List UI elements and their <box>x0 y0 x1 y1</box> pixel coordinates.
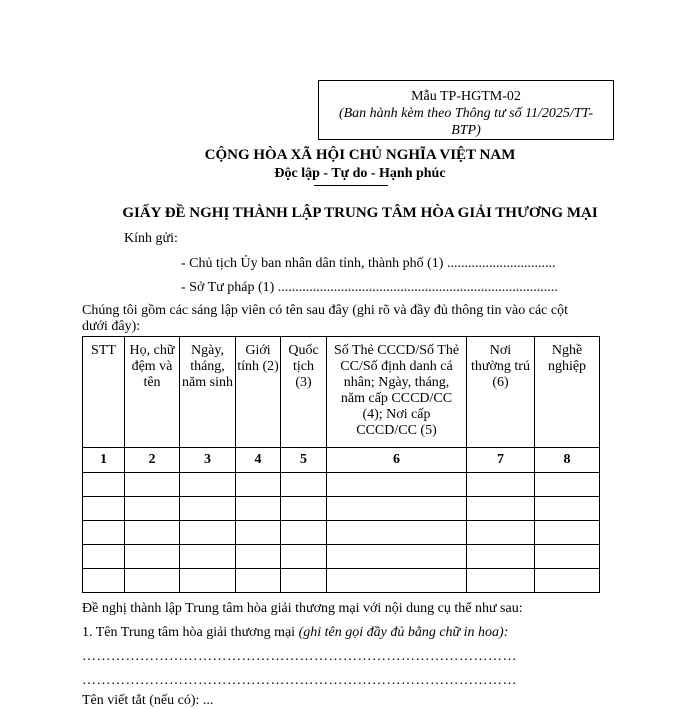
table-row <box>83 521 600 545</box>
table-cell[interactable] <box>535 521 600 545</box>
founders-table <box>82 336 600 593</box>
col-header-nationality: Quốc tịch (3) <box>281 337 327 448</box>
table-cell[interactable] <box>180 545 236 569</box>
table-cell[interactable] <box>83 497 125 521</box>
table-cell[interactable] <box>83 473 125 497</box>
recipient-chairman: - Chủ tịch Ủy ban nhân dân tỉnh, thành phố (1) ............................... <box>181 256 556 271</box>
form-code: Mẫu TP-HGTM-02 <box>411 89 521 104</box>
table-cell[interactable] <box>535 545 600 569</box>
table-cell[interactable] <box>327 569 467 593</box>
table-cell[interactable] <box>327 473 467 497</box>
form-issued-line1: (Ban hành kèm theo Thông tư số 11/2025/TT- <box>338 106 594 121</box>
document-title: GIẤY ĐỀ NGHỊ THÀNH LẬP TRUNG TÂM HÒA GIẢI THƯƠNG MẠI <box>122 205 598 221</box>
table-cell[interactable] <box>83 569 125 593</box>
col-header-full-name: Họ, chữ đệm và tên <box>125 337 180 448</box>
table-cell[interactable] <box>236 521 281 545</box>
col-number: 7 <box>467 448 535 473</box>
table-cell[interactable] <box>236 545 281 569</box>
center-name-field-2[interactable]: ……………………………………………………………………………… <box>82 673 517 688</box>
table-cell[interactable] <box>327 521 467 545</box>
table-header-row <box>83 337 600 448</box>
table-cell[interactable] <box>281 521 327 545</box>
col-header-occupation: Nghề nghiệp <box>535 337 600 448</box>
table-cell[interactable] <box>281 545 327 569</box>
table-cell[interactable] <box>236 497 281 521</box>
col-number: 8 <box>535 448 600 473</box>
national-motto: Độc lập - Tự do - Hạnh phúc <box>274 166 446 181</box>
item-1-label: 1. Tên Trung tâm hòa giải thương mại <box>82 625 299 640</box>
center-name-field[interactable]: ……………………………………………………………………………… <box>82 649 517 664</box>
table-cell[interactable] <box>467 545 535 569</box>
table-cell[interactable] <box>467 497 535 521</box>
item-1-hint: (ghi tên gọi đầy đủ bằng chữ in hoa): <box>298 625 509 640</box>
table-cell[interactable] <box>83 521 125 545</box>
table-row <box>83 569 600 593</box>
table-cell[interactable] <box>467 521 535 545</box>
col-number: 1 <box>83 448 125 473</box>
col-header-gender: Giới tính (2) <box>236 337 281 448</box>
table-cell[interactable] <box>467 569 535 593</box>
item-2-partial <box>82 693 214 708</box>
table-cell[interactable] <box>467 473 535 497</box>
col-number: 5 <box>281 448 327 473</box>
table-cell[interactable] <box>125 569 180 593</box>
table-cell[interactable] <box>83 545 125 569</box>
table-cell[interactable] <box>125 497 180 521</box>
intro-line-1: Chúng tôi gồm các sáng lập viên có tên sau đây (ghi rõ và đầy đủ thông tin vào các cột <box>82 303 568 318</box>
header-divider <box>314 185 388 186</box>
col-header-stt: STT <box>83 337 125 448</box>
table-cell[interactable] <box>535 473 600 497</box>
table-cell[interactable] <box>125 473 180 497</box>
table-row <box>83 545 600 569</box>
table-cell[interactable] <box>236 473 281 497</box>
form-code-box <box>318 80 614 140</box>
col-number: 6 <box>327 448 467 473</box>
table-cell[interactable] <box>281 473 327 497</box>
table-cell[interactable] <box>535 497 600 521</box>
item-2-label: Tên viết tắt (nếu có): ... <box>82 693 214 708</box>
table-cell[interactable] <box>180 521 236 545</box>
col-header-birth-date: Ngày, tháng, năm sinh <box>180 337 236 448</box>
table-cell[interactable] <box>236 569 281 593</box>
national-title: CỘNG HÒA XÃ HỘI CHỦ NGHĨA VIỆT NAM <box>204 147 516 163</box>
col-header-residence: Nơi thường trú (6) <box>467 337 535 448</box>
form-issued-line2: BTP) <box>451 123 481 138</box>
table-cell[interactable] <box>327 545 467 569</box>
table-cell[interactable] <box>281 497 327 521</box>
table-cell[interactable] <box>125 521 180 545</box>
intro-line-2: dưới đây): <box>82 319 141 334</box>
table-cell[interactable] <box>535 569 600 593</box>
salutation: Kính gửi: <box>124 231 178 246</box>
table-cell[interactable] <box>327 497 467 521</box>
table-cell[interactable] <box>180 569 236 593</box>
table-cell[interactable] <box>180 497 236 521</box>
col-header-id-card: Số Thẻ CCCD/Số Thẻ CC/Số định danh cá nhân; Ngày, tháng, năm cấp CCCD/CC (4); Nơi cấp CCCD/CC (5) <box>327 337 467 448</box>
col-number: 4 <box>236 448 281 473</box>
recipient-justice-dept: - Sở Tư pháp (1) ................................................................................ <box>181 280 558 295</box>
table-row <box>83 473 600 497</box>
table-cell[interactable] <box>125 545 180 569</box>
table-row <box>83 497 600 521</box>
col-number: 3 <box>180 448 236 473</box>
table-cell[interactable] <box>281 569 327 593</box>
table-cell[interactable] <box>180 473 236 497</box>
table-number-row <box>83 448 600 473</box>
proposal-text: Đề nghị thành lập Trung tâm hòa giải thương mại với nội dung cụ thể như sau: <box>82 601 523 616</box>
item-1 <box>82 625 508 641</box>
col-number: 2 <box>125 448 180 473</box>
